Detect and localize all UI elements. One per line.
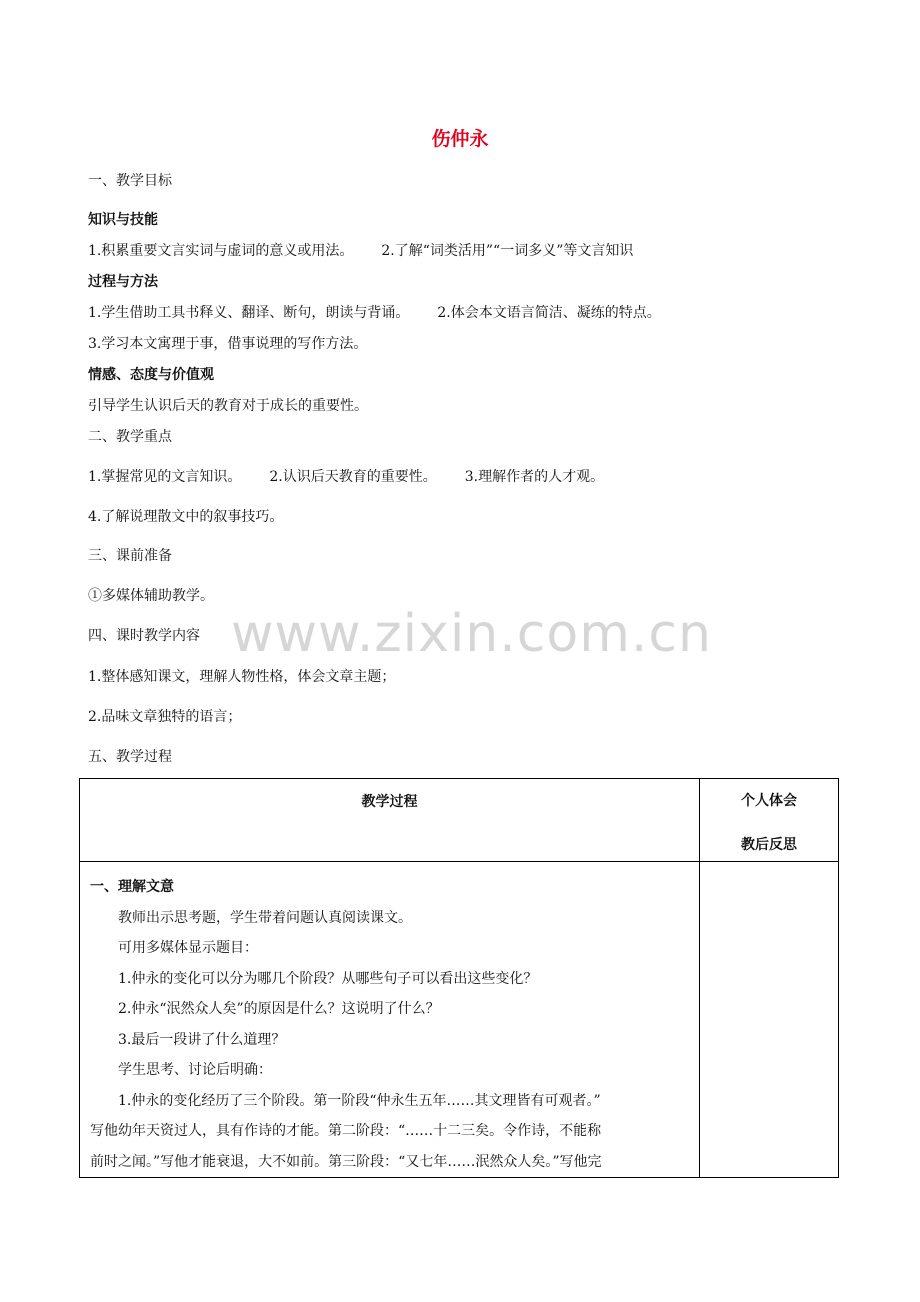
table-line-9: 前时之闻。”写他才能衰退，大不如前。第三阶段：“又七年……泯然众人矣。”写他完	[90, 1153, 602, 1170]
process-item-2: 2.体会本文语言简洁、凝练的特点。	[437, 305, 661, 321]
table-line-7: 1.仲永的变化经历了三个阶段。第一阶段“仲永生五年……其文理皆有可观者。”	[118, 1092, 601, 1109]
header-personal-label: 个人体会	[741, 793, 797, 809]
content-item-1: 1.整体感知课文，理解人物性格，体会文章主题；	[88, 669, 396, 685]
section-heading-objectives: 一、教学目标	[88, 173, 172, 189]
table-header-row	[80, 779, 839, 862]
subheading-process: 过程与方法	[88, 274, 158, 290]
knowledge-item-2: 2.了解“词类活用”“一词多义”等文言知识	[381, 243, 634, 259]
process-items	[88, 303, 661, 323]
table-line-1: 教师出示思考题，学生带着问题认真阅读课文。	[118, 909, 412, 926]
header-cell-notes	[700, 779, 839, 862]
section-heading-process: 五、教学过程	[88, 749, 172, 765]
key-item-4: 4.了解说理散文中的叙事技巧。	[88, 509, 284, 525]
section-heading-preparation: 三、课前准备	[88, 548, 172, 564]
body-cell-notes	[700, 862, 839, 1178]
key-item-2: 2.认识后天教育的重要性。	[269, 469, 437, 485]
section-heading-key-points: 二、教学重点	[88, 429, 172, 445]
table-line-3: 1.仲永的变化可以分为哪几个阶段？从哪些句子可以看出这些变化？	[118, 970, 538, 987]
knowledge-items	[88, 241, 633, 261]
teaching-process-table	[79, 778, 839, 1178]
process-item-1: 1.学生借助工具书释义、翻译、断句，朗读与背诵。	[88, 305, 410, 321]
table-line-0: 一、理解文意	[90, 879, 174, 895]
section-heading-content: 四、课时教学内容	[88, 628, 200, 644]
watermark: www.zixin.com.cn	[231, 604, 712, 664]
subheading-knowledge: 知识与技能	[88, 212, 158, 228]
body-cell-process	[80, 862, 700, 1178]
table-body-row	[80, 862, 839, 1178]
process-item-3: 3.学习本文寓理于事，借事说理的写作方法。	[88, 336, 368, 352]
subheading-emotion: 情感、态度与价值观	[88, 367, 214, 383]
table-line-8: 写他幼年天资过人，具有作诗的才能。第二阶段：“……十二三矣。令作诗，不能称	[90, 1123, 602, 1139]
header-cell-process	[80, 779, 700, 862]
emotion-item-1: 引导学生认识后天的教育对于成长的重要性。	[88, 398, 368, 414]
key-item-1: 1.掌握常见的文言知识。	[88, 469, 242, 485]
prep-item-1: ①多媒体辅助教学。	[88, 588, 214, 604]
table-line-5: 3.最后一段讲了什么道理？	[118, 1031, 286, 1048]
table-line-6: 学生思考、讨论后明确：	[118, 1062, 272, 1078]
knowledge-item-1: 1.积累重要文言实词与虚词的意义或用法。	[88, 243, 354, 259]
table-line-2: 可用多媒体显示题目：	[118, 940, 258, 956]
header-process-label: 教学过程	[361, 794, 418, 810]
content-item-2: 2.品味文章独特的语言；	[88, 709, 242, 725]
document-title: 伤仲永	[431, 128, 489, 150]
table-line-4: 2.仲永“泯然众人矣”的原因是什么？这说明了什么？	[118, 1001, 440, 1017]
header-reflection-label: 教后反思	[741, 837, 797, 853]
key-items	[88, 467, 604, 487]
key-item-3: 3.理解作者的人才观。	[464, 469, 605, 485]
